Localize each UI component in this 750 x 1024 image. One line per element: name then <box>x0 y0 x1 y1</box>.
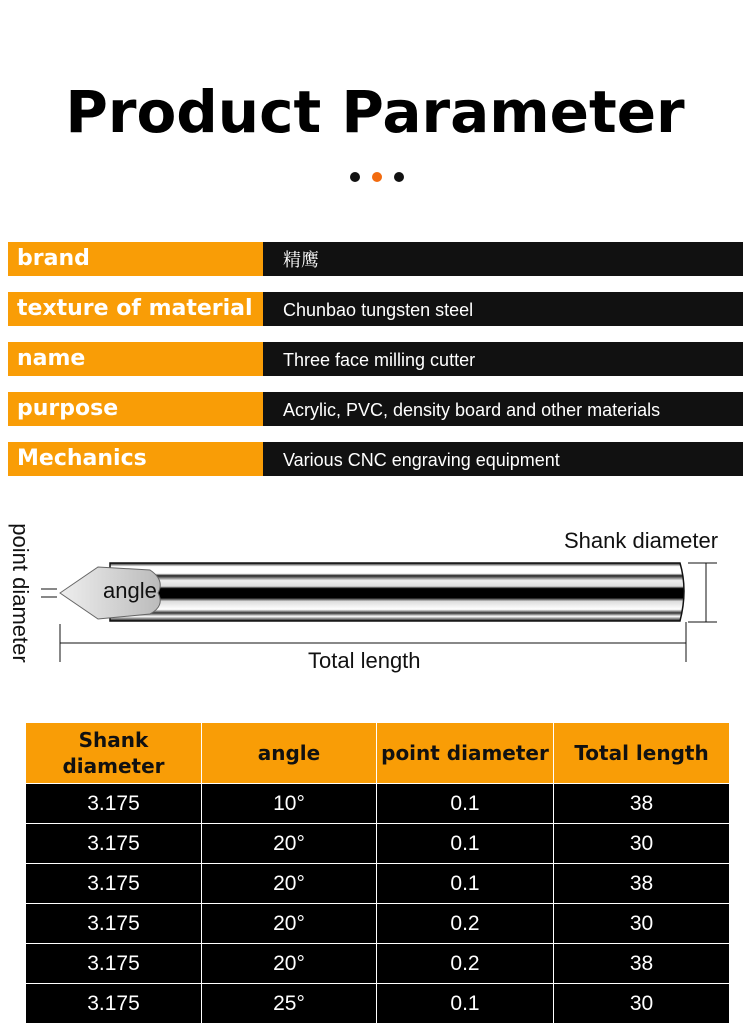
table-cell: 3.175 <box>26 824 202 864</box>
page-title: Product Parameter <box>65 78 685 146</box>
table-row <box>26 824 730 864</box>
param-key: name <box>8 342 263 376</box>
angle-label: angle <box>103 578 157 603</box>
table-cell: 38 <box>554 784 730 824</box>
header-point-diameter: point diameter <box>377 723 554 784</box>
param-row-material <box>8 292 743 326</box>
param-row-mechanics <box>8 442 743 476</box>
dot <box>350 172 360 182</box>
table-cell: 10° <box>202 784 377 824</box>
table-cell: 20° <box>202 944 377 984</box>
table-cell: 3.175 <box>26 984 202 1024</box>
param-key: Mechanics <box>8 442 263 476</box>
table-cell: 20° <box>202 824 377 864</box>
table-cell: 0.2 <box>377 944 554 984</box>
table-cell: 25° <box>202 984 377 1024</box>
table-row <box>26 944 730 984</box>
table-cell: 3.175 <box>26 904 202 944</box>
shank-diameter-label: Shank diameter <box>564 528 719 553</box>
point-diameter-label: point diameter <box>8 523 33 663</box>
table-row <box>26 904 730 944</box>
table-cell: 3.175 <box>26 944 202 984</box>
table-cell: 0.1 <box>377 784 554 824</box>
table-cell: 0.2 <box>377 904 554 944</box>
param-value: 精鹰 <box>263 242 743 276</box>
decorative-dots <box>350 172 404 182</box>
table-row <box>26 984 730 1024</box>
header-total-length: Total length <box>554 723 730 784</box>
param-row-purpose <box>8 392 743 426</box>
table-cell: 30 <box>554 984 730 1024</box>
spec-table <box>25 722 730 1024</box>
table-cell: 3.175 <box>26 864 202 904</box>
table-cell: 3.175 <box>26 784 202 824</box>
dot-accent <box>372 172 382 182</box>
total-length-label: Total length <box>308 648 421 673</box>
param-value: Chunbao tungsten steel <box>263 292 743 326</box>
dot <box>394 172 404 182</box>
header-shank-diameter: Shank diameter <box>26 723 202 784</box>
header-angle: angle <box>202 723 377 784</box>
table-cell: 30 <box>554 904 730 944</box>
table-cell: 20° <box>202 864 377 904</box>
param-value: Acrylic, PVC, density board and other materials <box>263 392 743 426</box>
table-cell: 0.1 <box>377 984 554 1024</box>
param-row-name <box>8 342 743 376</box>
table-cell: 20° <box>202 904 377 944</box>
param-value: Various CNC engraving equipment <box>263 442 743 476</box>
param-key: purpose <box>8 392 263 426</box>
table-row <box>26 864 730 904</box>
param-key: brand <box>8 242 263 276</box>
cutter-shank <box>110 563 684 621</box>
param-value: Three face milling cutter <box>263 342 743 376</box>
table-row <box>26 784 730 824</box>
param-key: texture of material <box>8 292 263 326</box>
param-row-brand <box>8 242 743 276</box>
table-cell: 38 <box>554 864 730 904</box>
table-cell: 30 <box>554 824 730 864</box>
table-cell: 0.1 <box>377 864 554 904</box>
table-cell: 0.1 <box>377 824 554 864</box>
table-cell: 38 <box>554 944 730 984</box>
